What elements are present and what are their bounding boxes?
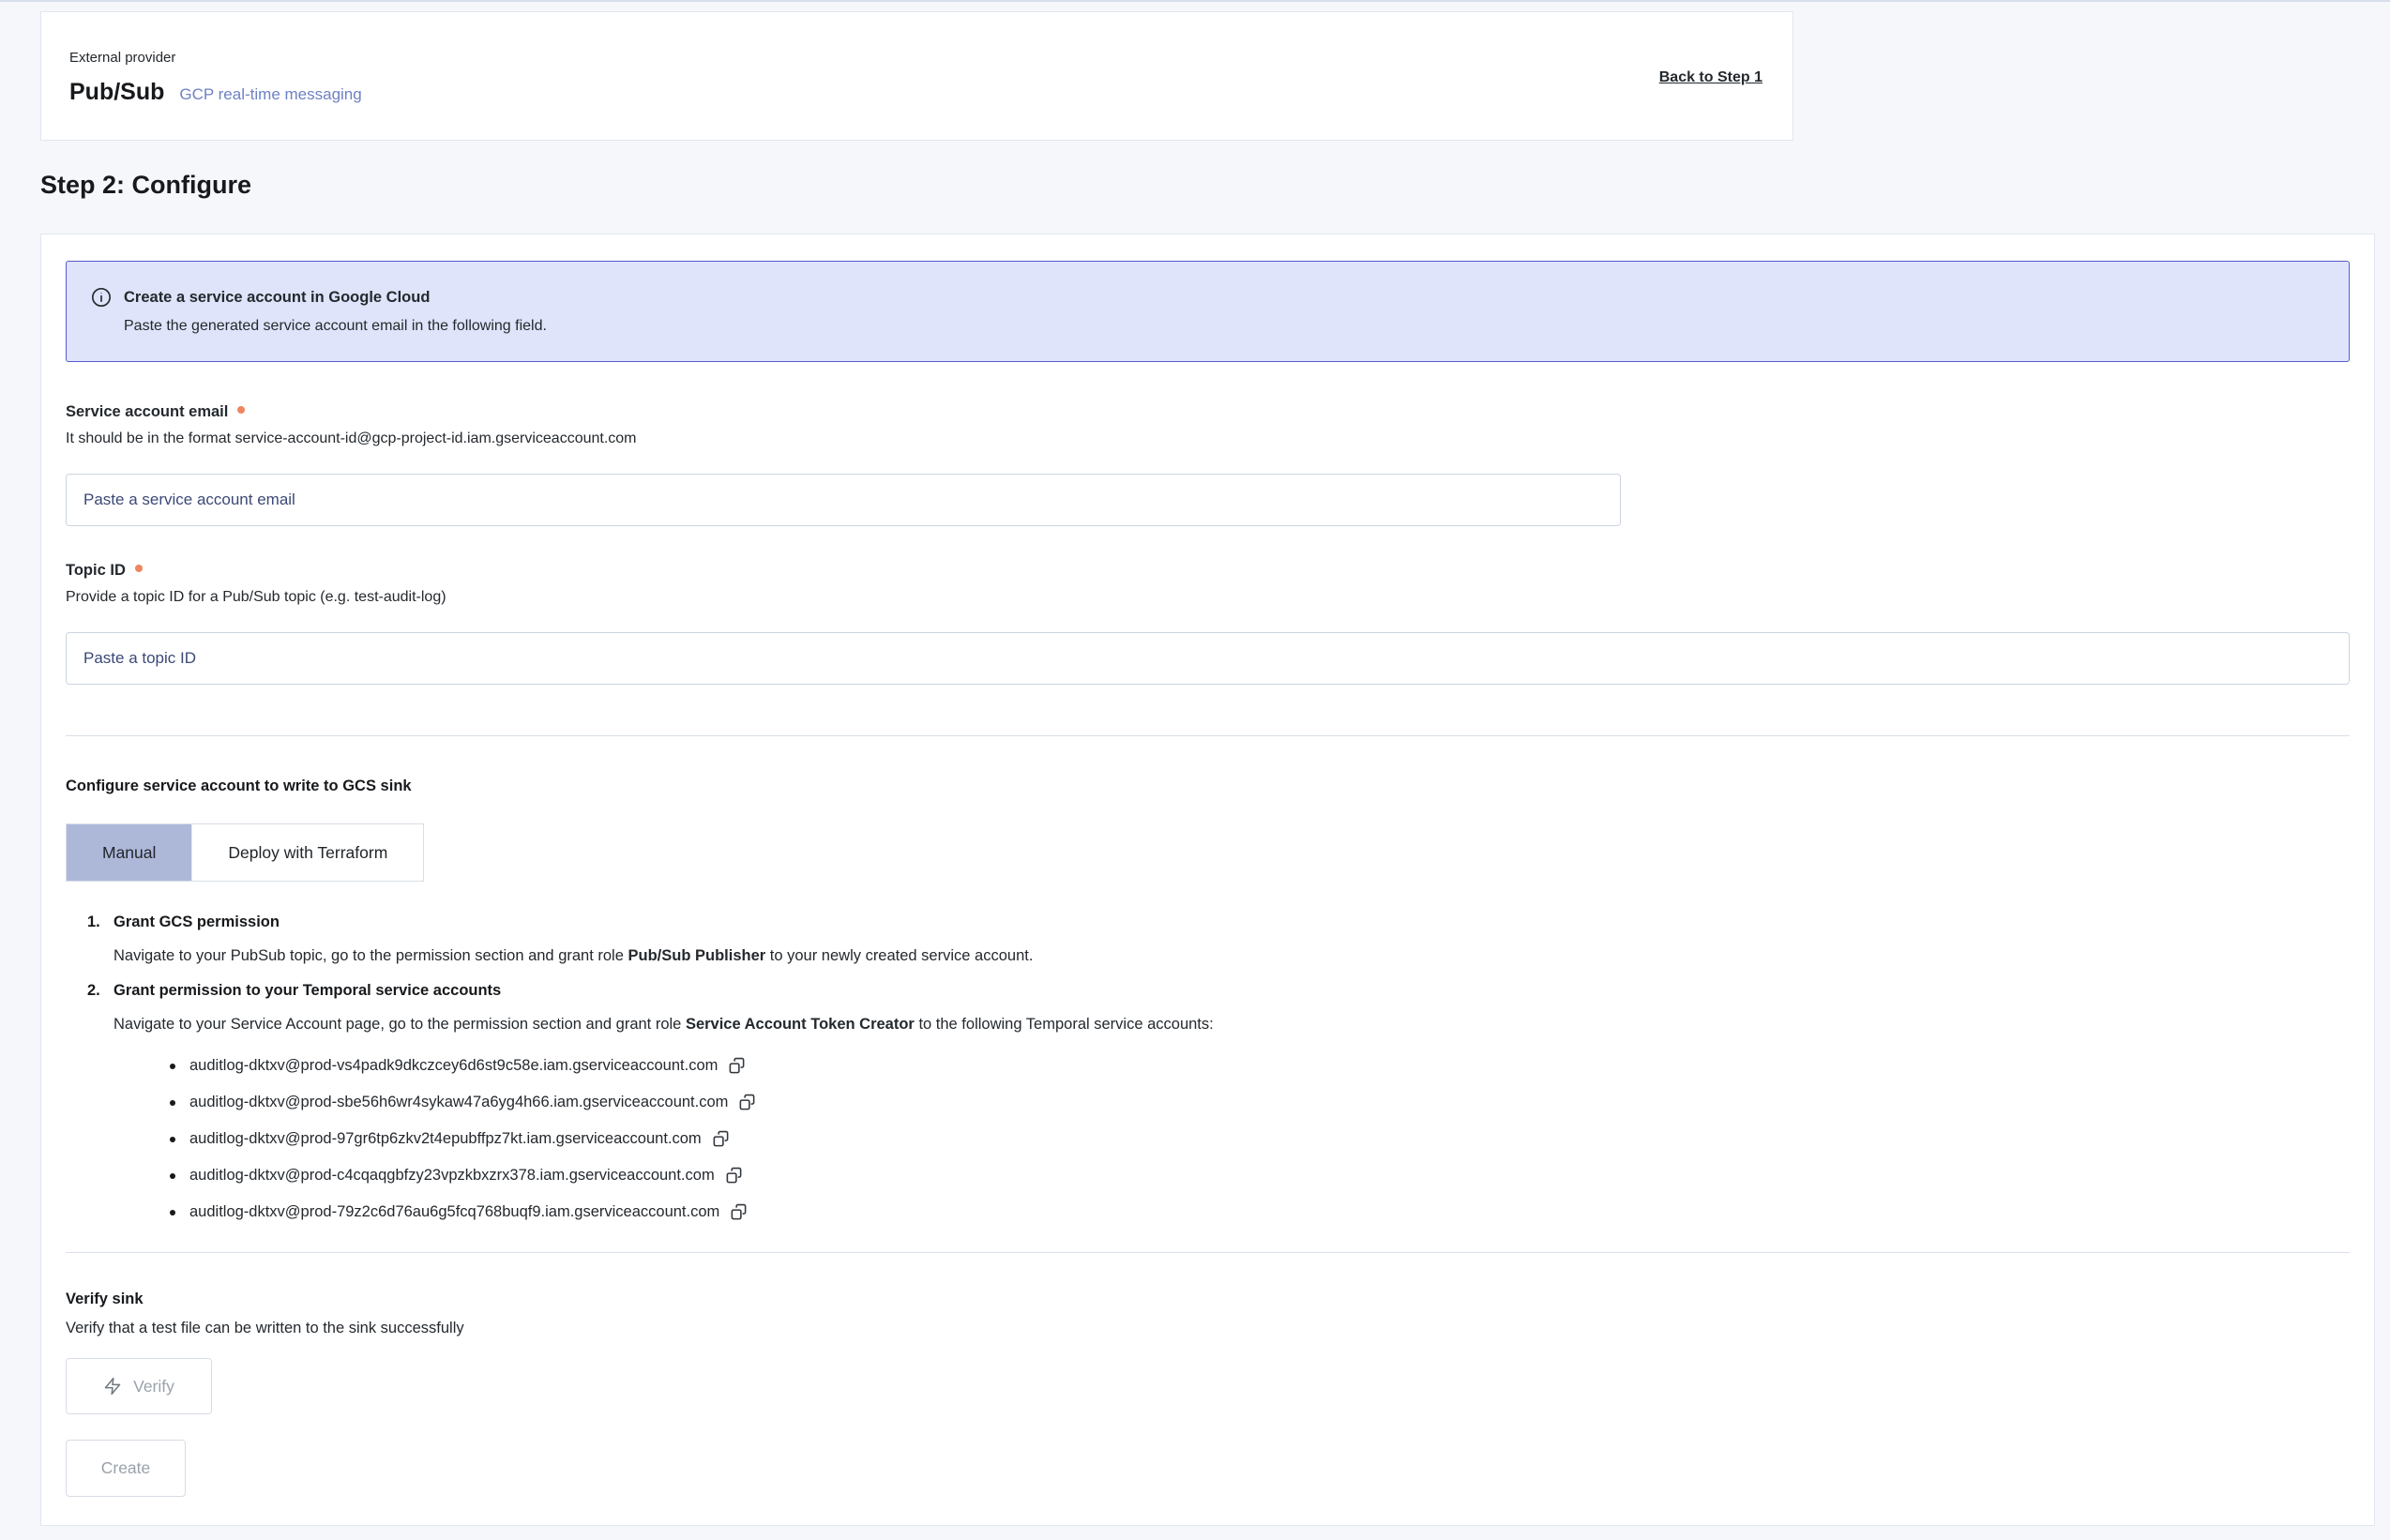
instruction-step-1 xyxy=(87,913,2350,967)
step-2-body-text: to the following Temporal service accounts: xyxy=(914,1016,1214,1033)
copy-button[interactable] xyxy=(730,1203,748,1221)
verify-button-label: Verify xyxy=(133,1376,174,1396)
service-account-email-label: Service account email xyxy=(66,403,229,420)
create-button-label: Create xyxy=(100,1458,151,1477)
step-1-heading xyxy=(87,913,2350,931)
provider-eyebrow: External provider xyxy=(69,50,176,66)
topic-id-helper: Provide a topic ID for a Pub/Sub topic (e.g. test-audit-log) xyxy=(66,589,446,605)
service-account-email-text: auditlog-dktxv@prod-sbe56h6wr4sykaw47a6yg4h66.iam.gserviceaccount.com xyxy=(189,1094,729,1110)
topic-id-input[interactable] xyxy=(66,632,2350,685)
info-alert-title: Create a service account in Google Cloud xyxy=(124,289,431,306)
provider-subtitle: GCP real-time messaging xyxy=(179,85,362,103)
required-dot xyxy=(135,565,143,572)
info-alert-body: Paste the generated service account email in the following field. xyxy=(124,318,547,334)
service-account-item xyxy=(170,1200,2350,1224)
step-2-body-text: Navigate to your Service Account page, go to the permission section and grant role xyxy=(113,1016,686,1033)
verify-button[interactable] xyxy=(66,1358,212,1414)
section-divider xyxy=(66,735,2350,736)
required-dot xyxy=(237,406,245,414)
provider-info xyxy=(69,50,362,106)
service-account-email-input[interactable] xyxy=(66,474,1621,526)
step-2-role-name: Service Account Token Creator xyxy=(685,1016,915,1033)
step-1-role-name: Pub/Sub Publisher xyxy=(628,947,766,964)
service-account-email-text: auditlog-dktxv@prod-c4cqaqgbfzy23vpzkbxzrx378.iam.gserviceaccount.com xyxy=(189,1167,715,1184)
service-account-email-text: auditlog-dktxv@prod-97gr6tp6zkv2t4epubffpz7kt.iam.gserviceaccount.com xyxy=(189,1130,702,1147)
step-1-body xyxy=(113,944,2350,967)
zap-icon xyxy=(103,1377,122,1396)
service-account-item xyxy=(170,1127,2350,1151)
bullet-dot xyxy=(170,1137,175,1142)
service-account-list xyxy=(170,1054,2350,1224)
tab-deploy-with-terraform[interactable]: Deploy with Terraform xyxy=(191,824,423,881)
bullet-dot xyxy=(170,1100,175,1106)
step-1-number: 1. xyxy=(87,913,100,930)
step-1-body-text: to your newly created service account. xyxy=(765,947,1034,964)
service-account-item xyxy=(170,1091,2350,1114)
step-2-body xyxy=(113,1013,2350,1035)
copy-icon xyxy=(728,1057,746,1075)
copy-icon xyxy=(712,1130,730,1148)
copy-icon xyxy=(730,1203,748,1221)
step-1-body-text: Navigate to your PubSub topic, go to the permission section and grant role xyxy=(113,947,628,964)
step-2-title: Grant permission to your Temporal service accounts xyxy=(113,982,502,999)
topic-id-label-row xyxy=(66,562,2350,580)
copy-button[interactable] xyxy=(728,1057,746,1075)
bullet-dot xyxy=(170,1064,175,1069)
configure-section-title: Configure service account to write to GCS sink xyxy=(66,778,412,794)
back-to-step-1-link[interactable]: Back to Step 1 xyxy=(1658,69,1762,85)
page-title: Step 2: Configure xyxy=(40,171,252,199)
info-icon xyxy=(91,286,112,337)
service-account-email-text: auditlog-dktxv@prod-79z2c6d76au6g5fcq768buqf9.iam.gserviceaccount.com xyxy=(189,1203,720,1220)
verify-sink-title: Verify sink xyxy=(66,1291,144,1307)
tab-manual[interactable]: Manual xyxy=(67,824,191,881)
service-account-email-text: auditlog-dktxv@prod-vs4padk9dkczcey6d6st9c58e.iam.gserviceaccount.com xyxy=(189,1057,719,1074)
topic-id-label: Topic ID xyxy=(66,562,126,579)
info-alert xyxy=(66,261,2350,362)
bullet-dot xyxy=(170,1210,175,1215)
copy-button[interactable] xyxy=(738,1094,756,1111)
step-2-heading xyxy=(87,982,2350,1000)
copy-button[interactable] xyxy=(725,1167,743,1185)
step-1-title: Grant GCS permission xyxy=(113,913,280,930)
copy-icon xyxy=(738,1094,756,1111)
section-divider xyxy=(66,1252,2350,1253)
info-alert-text xyxy=(124,286,547,337)
create-button[interactable] xyxy=(66,1440,186,1497)
bullet-dot xyxy=(170,1173,175,1179)
service-account-email-helper: It should be in the format service-account-id@gcp-project-id.iam.gserviceaccount.com xyxy=(66,430,637,446)
configure-card xyxy=(40,234,2375,1526)
service-account-email-label-row xyxy=(66,403,2350,421)
copy-icon xyxy=(725,1167,743,1185)
provider-title-row xyxy=(69,79,362,106)
copy-button[interactable] xyxy=(712,1130,730,1148)
instruction-steps xyxy=(66,913,2350,1224)
step-2-number: 2. xyxy=(87,982,100,999)
service-account-item xyxy=(170,1164,2350,1187)
provider-title: Pub/Sub xyxy=(69,79,165,105)
instruction-step-2 xyxy=(87,982,2350,1224)
verify-sink-description: Verify that a test file can be written to the sink successfully xyxy=(66,1320,464,1336)
service-account-item xyxy=(170,1054,2350,1078)
configure-tabs xyxy=(66,823,424,882)
provider-card xyxy=(40,11,1793,141)
